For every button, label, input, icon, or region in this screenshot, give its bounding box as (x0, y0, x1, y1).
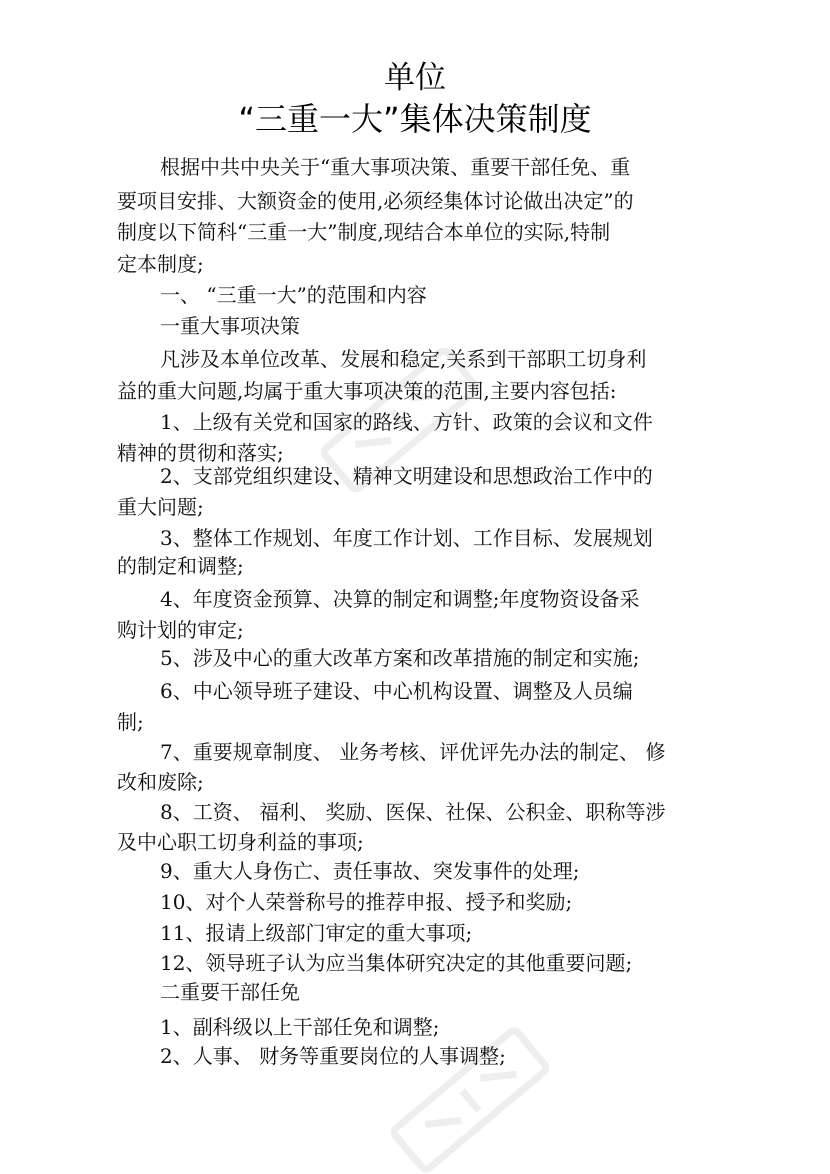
section-heading: 一、 “三重一大”的范围和内容 (160, 283, 427, 307)
list-item-continuation: 制; (117, 710, 144, 734)
paragraph-line: 益的重大问题,均属于重大事项决策的范围,主要内容包括: (117, 379, 617, 403)
list-item: 12、领导班子认为应当集体研究决定的其他重要问题; (160, 951, 633, 975)
list-item: 5、涉及中心的重大改革方案和改革措施的制定和实施; (160, 646, 640, 670)
list-item-continuation: 及中心职工切身利益的事项; (117, 830, 364, 854)
list-item: 2、支部党组织建设、精神文明建设和思想政治工作中的 (160, 464, 653, 488)
list-item: 1、副科级以上干部任免和调整; (160, 1015, 440, 1039)
list-item: 10、对个人荣誉称号的推荐申报、授予和奖励; (160, 890, 573, 914)
document-title-unit: 单位 (384, 60, 446, 96)
list-item-continuation: 改和废除; (117, 770, 204, 794)
list-item-continuation: 购计划的审定; (117, 618, 244, 642)
list-item: 2、人事、 财务等重要岗位的人事调整; (160, 1044, 506, 1068)
list-item: 3、整体工作规划、年度工作计划、工作目标、发展规划 (160, 526, 653, 550)
list-item: 11、报请上级部门审定的重大事项; (160, 921, 473, 945)
paragraph-line: 根据中共中央关于“重大事项决策、重要干部任免、重 (160, 155, 631, 179)
paragraph-line: 制度以下简科“三重一大”制度,现结合本单位的实际,特制 (117, 220, 611, 244)
paragraph-line: 凡涉及本单位改革、发展和稳定,关系到干部职工切身利 (160, 347, 647, 371)
list-item-continuation: 的制定和调整; (117, 554, 244, 578)
paragraph-line: 要项目安排、大额资金的使用,必须经集体讨论做出决定”的 (117, 189, 634, 213)
subsection-heading: 二重要干部任免 (160, 980, 300, 1004)
list-item: 4、年度资金预算、决算的制定和调整;年度物资设备采 (160, 587, 640, 611)
list-item: 8、工资、 福利、 奖励、医保、社保、公积金、职称等涉 (160, 800, 666, 824)
paragraph-line: 定本制度; (117, 252, 204, 276)
subsection-heading: 一重大事项决策 (160, 314, 300, 338)
list-item: 9、重大人身伤亡、责任事故、突发事件的处理; (160, 859, 580, 883)
list-item: 1、上级有关党和国家的路线、方针、政策的会议和文件 (160, 410, 653, 434)
list-item: 7、重要规章制度、 业务考核、评优评先办法的制定、 修 (160, 740, 666, 764)
document-title-main: “三重一大”集体决策制度 (238, 100, 592, 138)
list-item-continuation: 重大问题; (117, 495, 204, 519)
list-item: 6、中心领导班子建设、中心机构设置、调整及人员编 (160, 679, 633, 703)
list-item-continuation: 精神的贯彻和落实; (117, 441, 284, 465)
